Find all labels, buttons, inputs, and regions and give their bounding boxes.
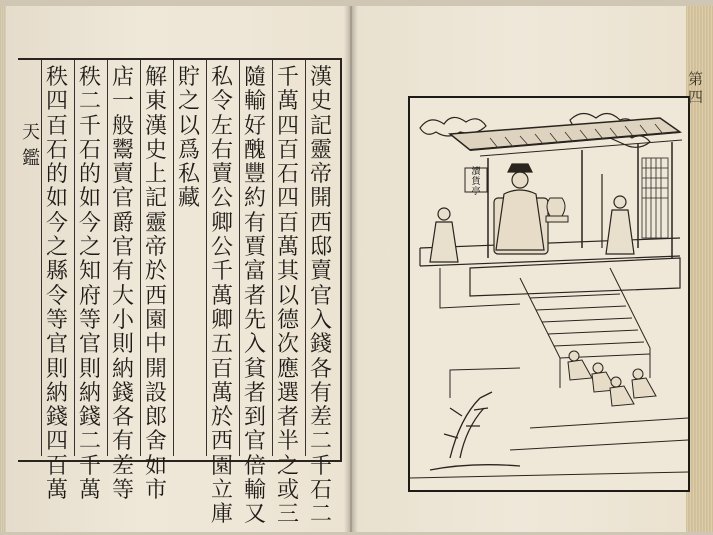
margin-label: 天鑑 <box>22 122 40 169</box>
text-column-7: 店 一 般 鬻 賣 官 爵 官 有 大 小 則 納 錢 各 有 差 等 <box>111 65 134 504</box>
text-column-9: 秩 四 百 石 的 如 今 之 縣 令 等 官 則 納 錢 四 百 萬 <box>45 65 68 504</box>
bamboo-plant <box>430 392 520 470</box>
platform <box>420 238 680 296</box>
text-column-2: 千 萬 四 百 石 四 百 萬 其 以 德 次 應 選 者 半 之 或 三 <box>276 65 299 528</box>
book-gutter <box>344 6 358 532</box>
text-column-8: 秩 二 千 石 的 如 今 之 知 府 等 官 則 納 錢 二 千 萬 <box>78 65 101 504</box>
text-column-3: 隨 輸 好 醜 豐 約 有 賈 富 者 先 入 貧 者 到 官 倍 輸 又 <box>243 65 266 528</box>
lattice-window <box>642 158 668 238</box>
woodblock-illustration <box>408 96 690 492</box>
vase <box>546 198 568 222</box>
fore-edge-label: 第四 <box>688 70 704 106</box>
kneeling-figures <box>568 351 656 406</box>
illustration-drawing <box>410 98 688 490</box>
text-column-4: 私 令 左 右 賣 公 卿 公 千 萬 卿 五 百 萬 於 西 園 立 庫 <box>210 65 233 528</box>
ground <box>410 418 688 478</box>
text-column-6: 解 東 漢 史 上 記 靈 帝 於 西 園 中 開 設 郎 舍 如 市 <box>144 65 167 504</box>
attendant-right <box>602 174 634 254</box>
text-column-1: 漢 史 記 靈 帝 開 西 邸 賣 官 入 錢 各 有 差 二 千 石 二 <box>309 65 332 528</box>
attendant-left <box>430 208 458 262</box>
text-column-5: 貯 之 以 爲 私 藏 <box>177 65 200 212</box>
hall-sign-text: 瀆貨亭 <box>471 167 481 197</box>
seated-official <box>494 164 548 254</box>
